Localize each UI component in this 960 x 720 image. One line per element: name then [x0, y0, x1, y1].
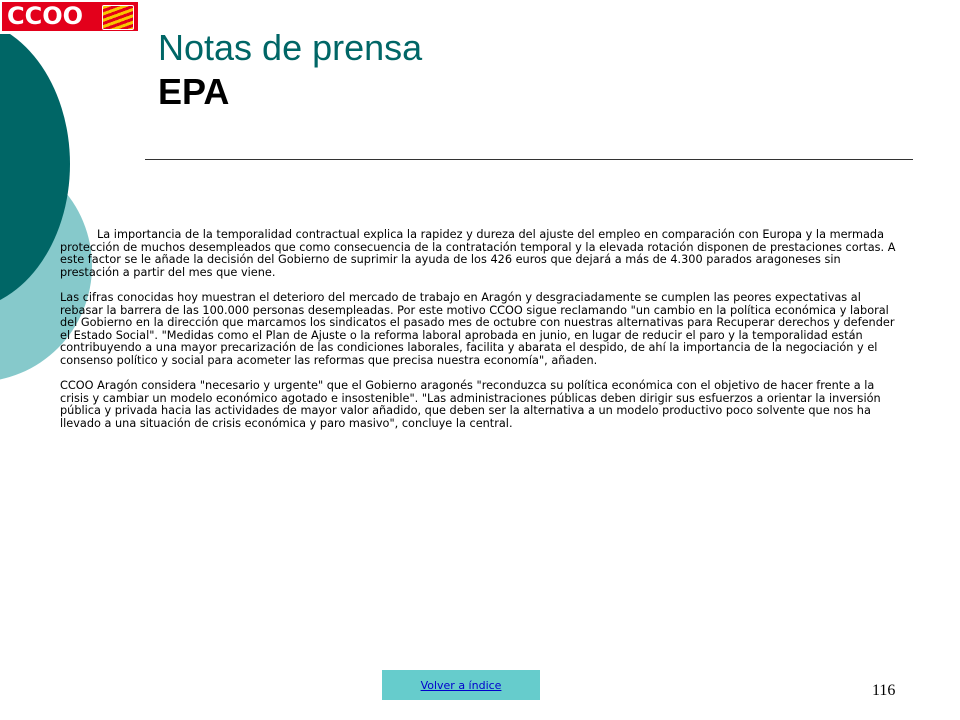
- title-divider: [145, 159, 913, 160]
- aragon-flag-icon: [102, 5, 134, 30]
- page-subtitle: EPA: [158, 71, 230, 112]
- paragraph-1: La importancia de la temporalidad contractual explica la rapidez y dureza del ajuste del empleo en comparación con Europa y la mermada protección de muchos desempleados que como consecuencia de la contratación temporal y la elevada rotación disponen de prestaciones cortas. A este factor se le añade la decisión del Gobierno de suprimir la ayuda de los 426 euros que dejará a más de 4.300 parados aragoneses sin prestación a partir del mes que viene.: [60, 228, 896, 279]
- page-title: Notas de prensa: [158, 27, 423, 68]
- paragraph-2: Las cifras conocidas hoy muestran el deterioro del mercado de trabajo en Aragón y desgraciadamente se cumplen las peores expectativas al rebasar la barrera de las 100.000 personas desempleadas. Por este motivo CCOO sigue reclamando "un cambio en la política económica y laboral del Gobierno en la dirección que marcamos los sindicatos el pasado mes de octubre con nuestras alternativas para Recuperar derechos y defender el Estado Social". "Medidas como el Plan de Ajuste o la reforma laboral aprobada en junio, en lugar de reducir el paro y la temporalidad están contribuyendo a una mayor precarización de las condiciones laborales, facilita y abarata el despido, de ahí la importancia de la negociación y el consenso político y social para acometer las reformas que precisa nuestra economía", añaden.: [60, 291, 895, 367]
- ccoo-logo: [0, 0, 143, 34]
- back-to-index-button[interactable]: Volver a índice: [382, 670, 540, 700]
- logo-text: CCOO: [7, 2, 84, 30]
- paragraph-3: CCOO Aragón considera "necesario y urgente" que el Gobierno aragonés "reconduzca su política económica con el objetivo de hacer frente a la crisis y cambiar un modelo económico agotado e insostenible". "Las administraciones públicas deben dirigir sus esfuerzos a orientar la inversión pública y privada hacia las actividades de mayor valor añadido, que deben ser la alternativa a un modelo productivo poco solvente que nos ha llevado a una situación de crisis económica y paro masivo", concluye la central.: [60, 379, 881, 430]
- logo-badge: [2, 2, 138, 31]
- page-number: 116: [872, 682, 896, 699]
- press-release-body: [60, 229, 900, 443]
